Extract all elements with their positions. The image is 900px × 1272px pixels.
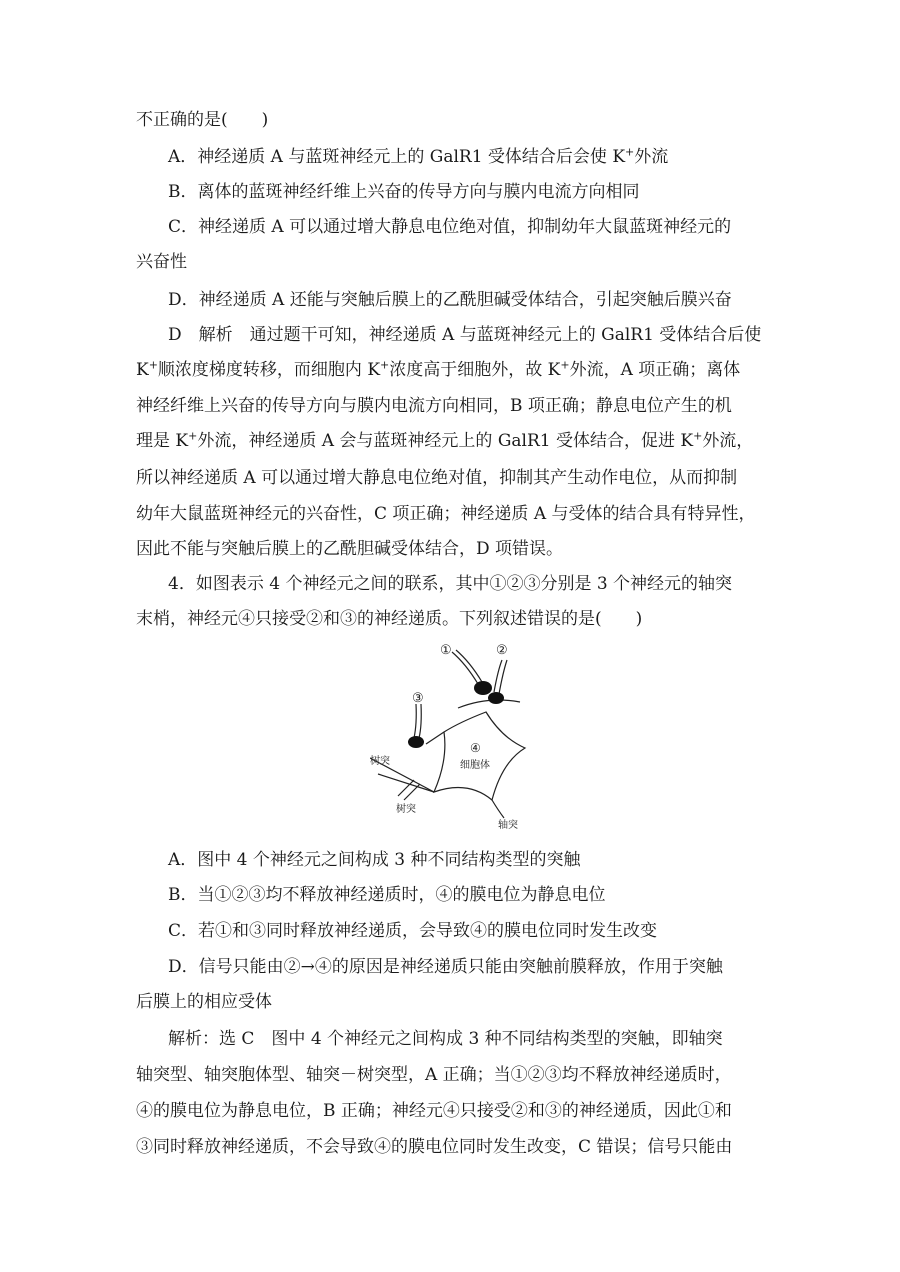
label-dendrite-2: 树突 xyxy=(396,804,416,815)
label-2: ② xyxy=(496,643,508,658)
terminal-3-bulb xyxy=(408,736,424,748)
q3-stem-end: 不正确的是( ) xyxy=(136,110,269,130)
q4-option-d: D．信号只能由②→④的原因是神经递质只能由突触前膜释放，作用于突触 xyxy=(168,957,723,977)
q4-option-c: C．若①和③同时释放神经递质，会导致④的膜电位同时发生改变 xyxy=(168,921,658,941)
q3-option-a: A．神经递质 A 与蓝斑神经元上的 GalR1 受体结合后会使 K+外流 xyxy=(168,145,669,167)
q3-analysis-line-6: 幼年大鼠蓝斑神经元的兴奋性，C 项正确；神经递质 A 与受体的结合具有特异性， xyxy=(136,504,756,524)
label-3: ③ xyxy=(412,691,424,706)
label-dendrite-1: 树突 xyxy=(370,756,390,767)
q3-analysis-line-7: 因此不能与突触后膜上的乙酰胆碱受体结合，D 项错误。 xyxy=(136,539,564,559)
q4-stem-line-1: 4．如图表示 4 个神经元之间的联系，其中①②③分别是 3 个神经元的轴突 xyxy=(168,574,733,594)
q3-option-b: B．离体的蓝斑神经纤维上兴奋的传导方向与膜内电流方向相同 xyxy=(168,182,640,202)
label-1: ① xyxy=(440,643,452,658)
q3-analysis-line-1: D 解析 通过题干可知，神经递质 A 与蓝斑神经元上的 GalR1 受体结合后使 xyxy=(168,325,762,345)
q3-analysis-line-5: 所以神经递质 A 可以通过增大静息电位绝对值，抑制其产生动作电位，从而抑制 xyxy=(136,468,738,488)
q4-analysis-line-4: ③同时释放神经递质，不会导致④的膜电位同时发生改变，C 错误；信号只能由 xyxy=(136,1137,733,1157)
q4-option-a: A．图中 4 个神经元之间构成 3 种不同结构类型的突触 xyxy=(168,850,581,870)
q4-analysis-line-1: 解析：选 C 图中 4 个神经元之间构成 3 种不同结构类型的突触，即轴突 xyxy=(168,1029,723,1049)
terminal-2-bulb xyxy=(488,692,504,704)
q3-analysis-line-4: 理是 K+外流，神经递质 A 会与蓝斑神经元上的 GalR1 受体结合，促进 K+外流， xyxy=(136,429,754,451)
terminal-1-bulb xyxy=(474,681,492,695)
label-4: ④ xyxy=(470,741,481,755)
q3-option-d: D．神经递质 A 还能与突触后膜上的乙酰胆碱受体结合，引起突触后膜兴奋 xyxy=(168,290,732,310)
label-cell-body: 细胞体 xyxy=(460,760,490,771)
q3-analysis-line-2: K+顺浓度梯度转移，而细胞内 K+浓度高于细胞外，故 K+外流，A 项正确；离体 xyxy=(136,358,741,380)
q4-analysis-line-3: ④的膜电位为静息电位，B 正确；神经元④只接受②和③的神经递质，因此①和 xyxy=(136,1101,732,1121)
q3-option-c-cont: 兴奋性 xyxy=(136,252,187,272)
q3-analysis-line-3: 神经纤维上兴奋的传导方向与膜内电流方向相同，B 项正确；静息电位产生的机 xyxy=(136,396,732,416)
neuron-diagram xyxy=(370,640,530,830)
q4-option-b: B．当①②③均不释放神经递质时，④的膜电位为静息电位 xyxy=(168,885,606,905)
q3-option-c: C．神经递质 A 可以通过增大静息电位绝对值，抑制幼年大鼠蓝斑神经元的 xyxy=(168,217,732,237)
label-axon: 轴突 xyxy=(498,820,518,830)
q4-analysis-line-2: 轴突型、轴突胞体型、轴突－树突型，A 正确；当①②③均不释放神经递质时， xyxy=(136,1065,732,1085)
q4-option-d-cont: 后膜上的相应受体 xyxy=(136,992,272,1012)
q4-stem-line-2: 末梢，神经元④只接受②和③的神经递质。下列叙述错误的是( ) xyxy=(136,609,643,629)
